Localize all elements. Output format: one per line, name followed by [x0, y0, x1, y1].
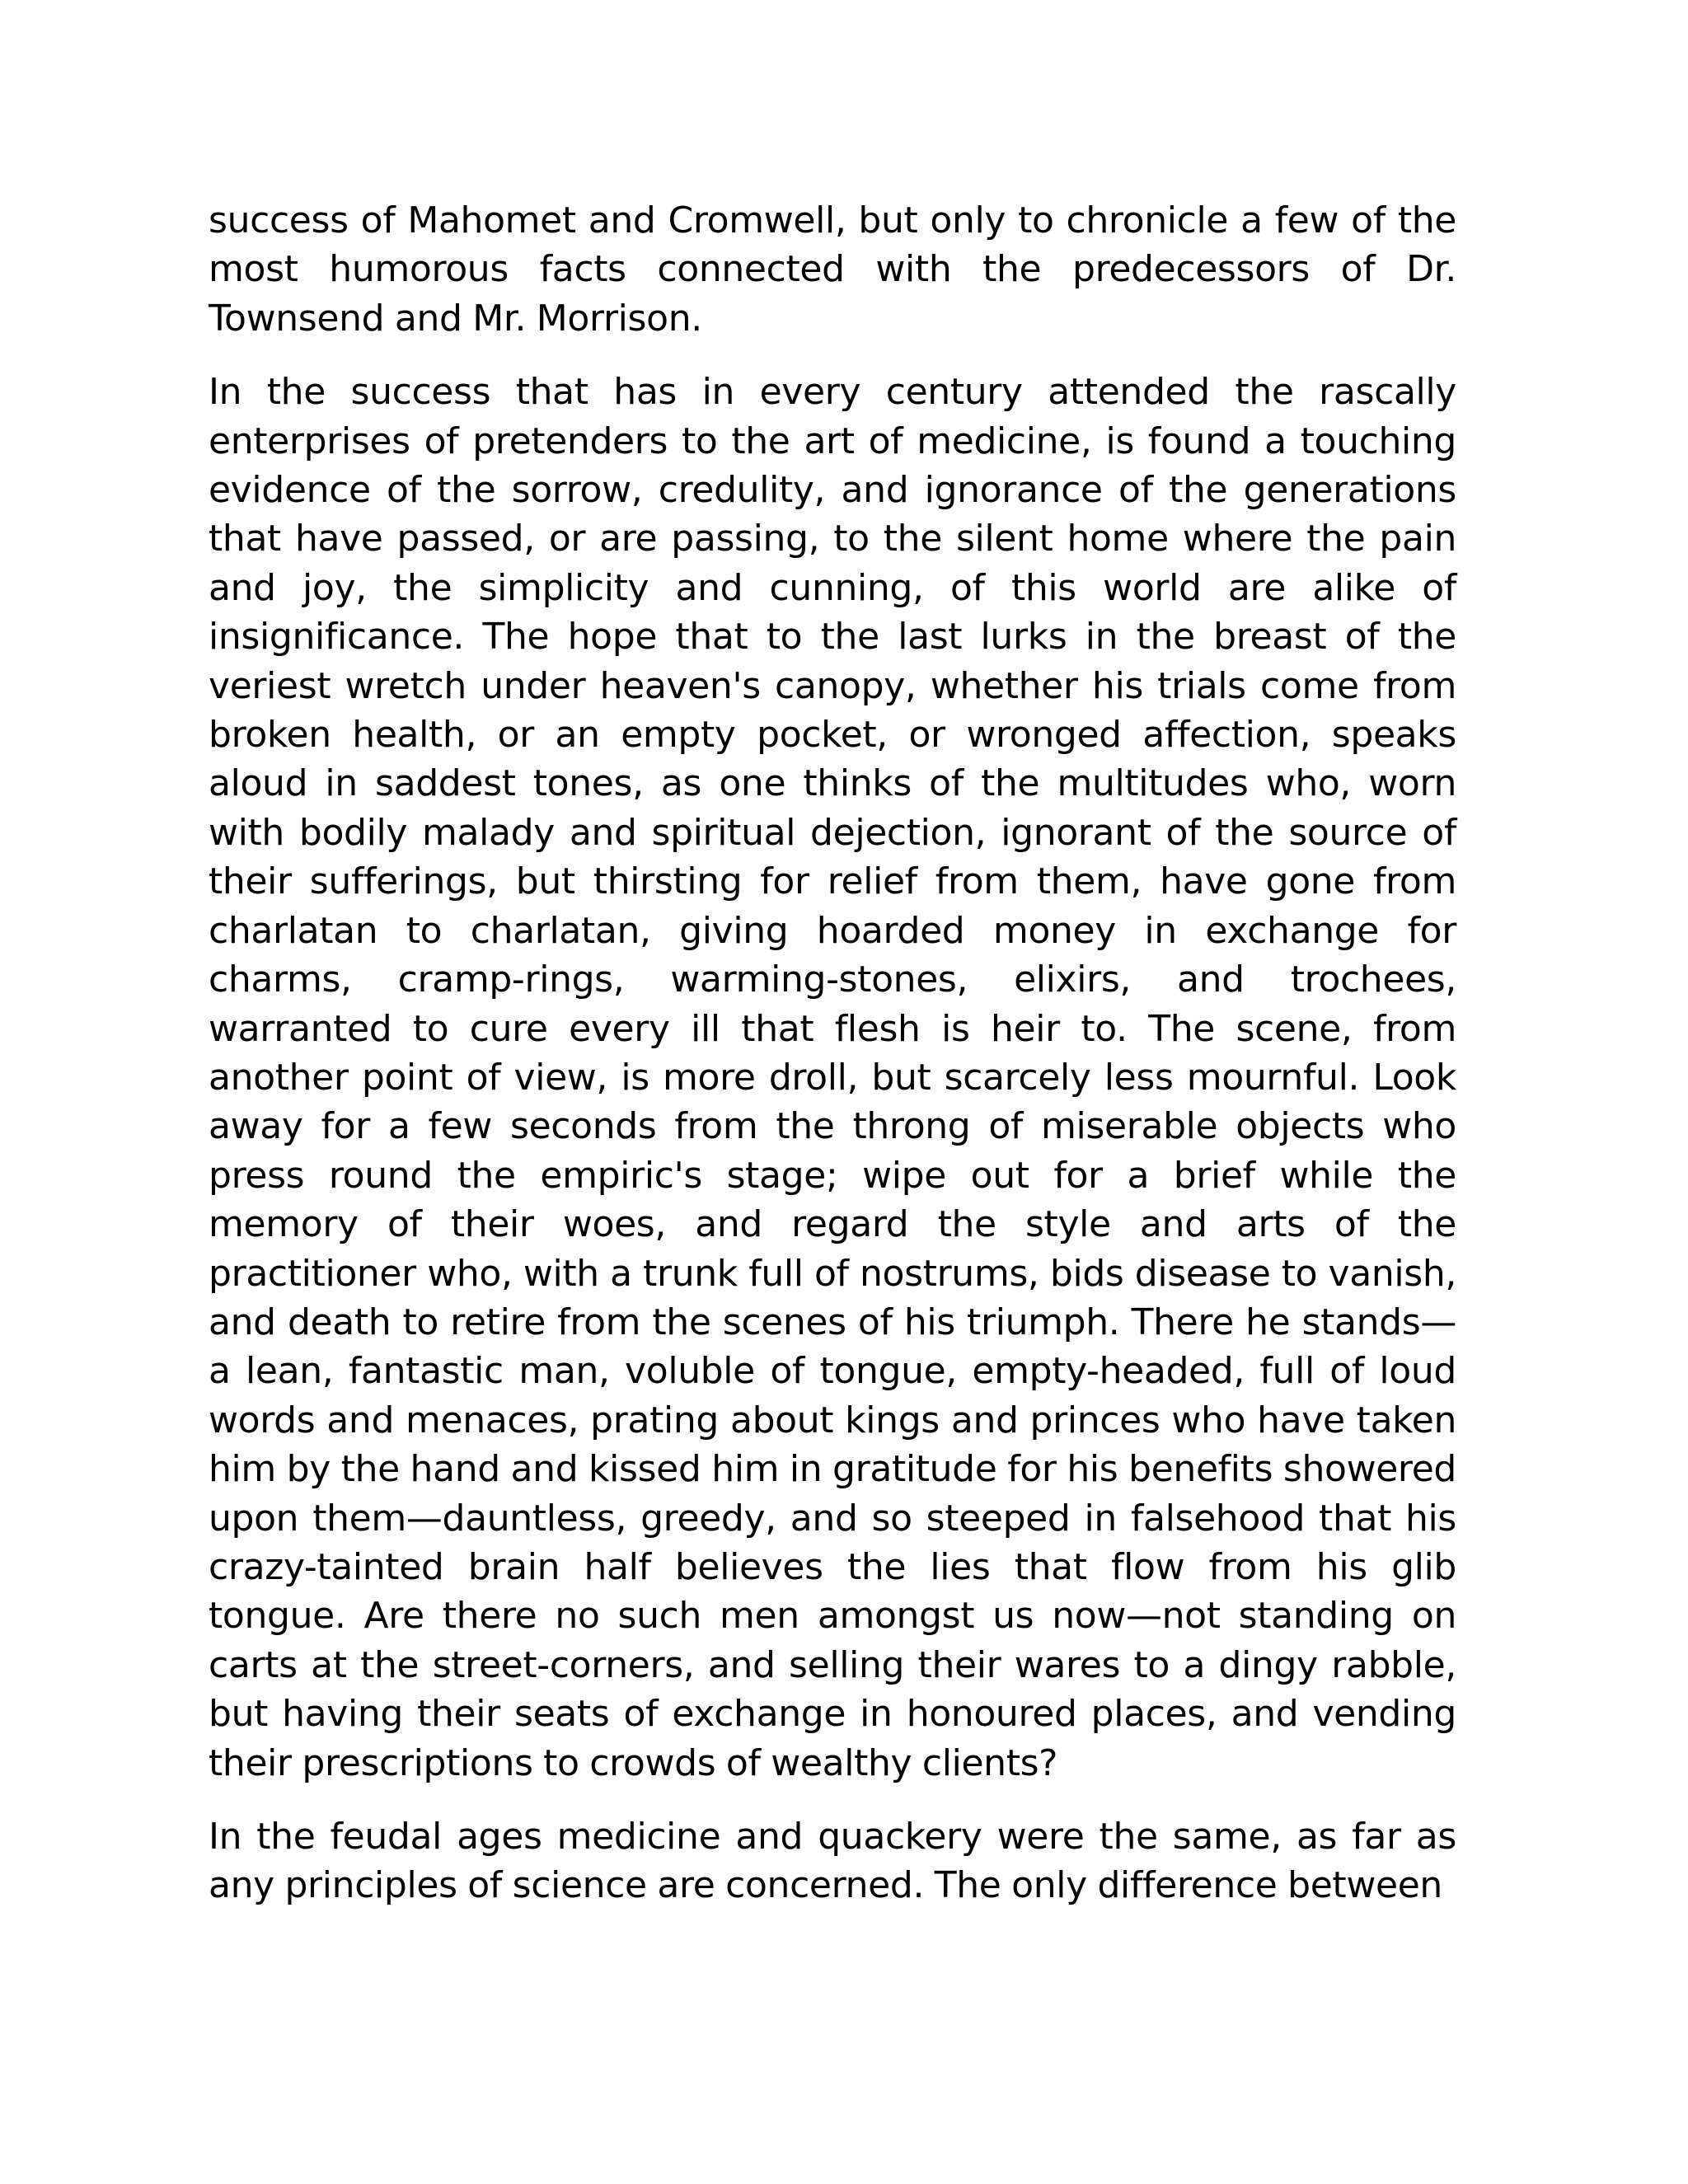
- body-text: [209, 196, 1456, 1910]
- paragraph-2: In the success that has in every century attended the rascally enterprises of pretenders to the art of medicine, is found a touching evidence of the sorrow, credulity, and ignorance of the generations that have passed, or are passing, to the silent home where the pain and joy, the simplicity and cunning, of this world are alike of insignificance. The hope that to the last lurks in the breast of the veriest wretch under heaven's canopy, whether his trials come from broken health, or an empty pocket, or wronged affection, speaks aloud in saddest tones, as one thinks of the multitudes who, worn with bodily malady and spiritual dejection, ignorant of the source of their sufferings, but thirsting for relief from them, have gone from charlatan to charlatan, giving hoarded money in exchange for charms, cramp-rings, warming-stones, elixirs, and trochees, warranted to cure every ill that flesh is heir to. The scene, from another point of view, is more droll, but scarcely less mournful. Look away for a few seconds from the throng of miserable objects who press round the empiric's stage; wipe out for a brief while the memory of their woes, and regard the style and arts of the practitioner who, with a trunk full of nostrums, bids disease to vanish, and death to retire from the scenes of his triumph. There he stands—a lean, fantastic man, voluble of tongue, empty-headed, full of loud words and menaces, prating about kings and princes who have taken him by the hand and kissed him in gratitude for his benefits showered upon them—dauntless, greedy, and so steeped in falsehood that his crazy-tainted brain half believes the lies that flow from his glib tongue. Are there no such men amongst us now—not standing on carts at the street-corners, and selling their wares to a dingy rabble, but having their seats of exchange in honoured places, and vending their prescriptions to crowds of wealthy clients?: [209, 371, 1456, 1784]
- paragraph-1: success of Mahomet and Cromwell, but only to chronicle a few of the most humorous facts connected with the predecessors of Dr. Townsend and Mr. Morrison.: [209, 199, 1456, 340]
- paragraph-3: In the feudal ages medicine and quackery were the same, as far as any principles of science are concerned. The only difference between: [209, 1816, 1456, 1907]
